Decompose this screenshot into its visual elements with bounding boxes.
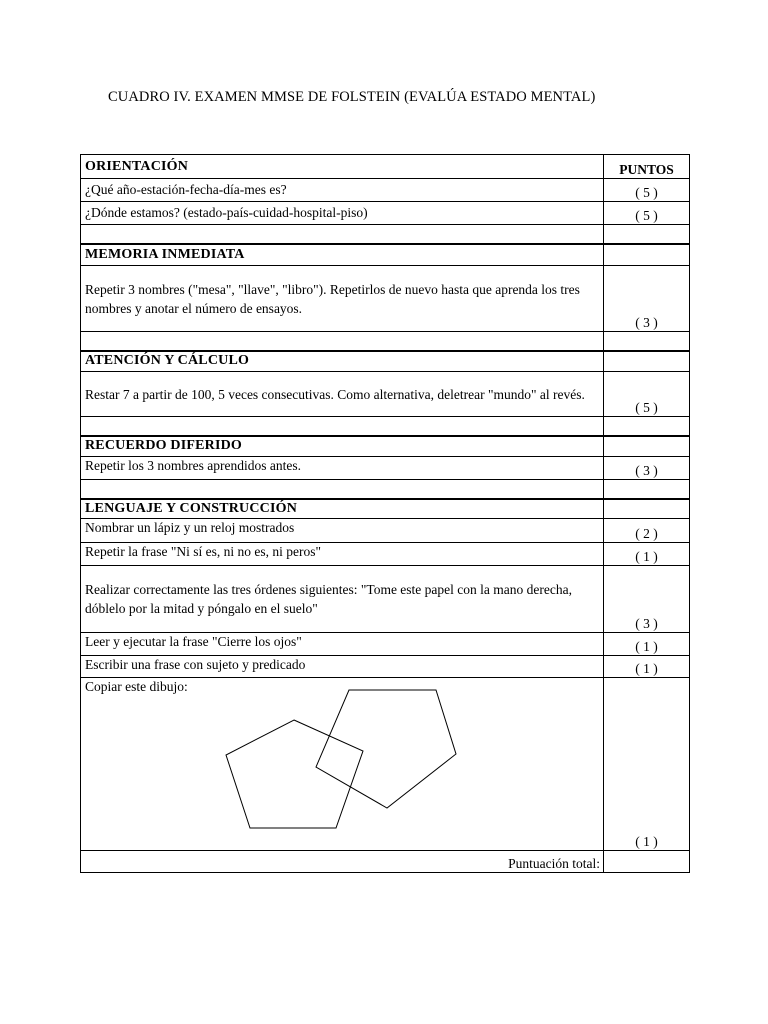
table-row <box>81 656 690 678</box>
item-points: ( 3 ) <box>604 266 690 332</box>
item-text: Restar 7 a partir de 100, 5 veces consecutivas. Como alternativa, deletrear "mundo" al revés. <box>85 386 585 402</box>
mmse-table <box>80 154 690 873</box>
spacer-row <box>81 225 690 244</box>
table-row <box>81 179 690 202</box>
section-recuerdo-header <box>81 436 690 457</box>
item-points: ( 3 ) <box>604 457 690 480</box>
section-heading: MEMORIA INMEDIATA <box>81 244 604 266</box>
item-points: ( 3 ) <box>604 566 690 633</box>
section-heading: LENGUAJE Y CONSTRUCCIÓN <box>81 499 604 519</box>
section-heading: RECUERDO DIFERIDO <box>81 436 604 457</box>
item-points: ( 5 ) <box>604 202 690 225</box>
total-row <box>81 851 690 873</box>
points-column-header: PUNTOS <box>604 155 690 179</box>
item-points: ( 1 ) <box>604 633 690 656</box>
spacer-row <box>81 417 690 436</box>
item-points: ( 5 ) <box>604 372 690 417</box>
section-orientacion-header <box>81 155 690 179</box>
section-atencion-header <box>81 351 690 372</box>
section-memoria-header <box>81 244 690 266</box>
item-text: Copiar este dibujo: <box>85 679 188 694</box>
table-row <box>81 633 690 656</box>
section-heading: ATENCIÓN Y CÁLCULO <box>81 351 604 372</box>
item-text: Repetir la frase "Ni sí es, ni no es, ni peros" <box>81 543 604 566</box>
item-text: Escribir una frase con sujeto y predicado <box>81 656 604 678</box>
item-points: ( 1 ) <box>604 543 690 566</box>
item-points: ( 5 ) <box>604 179 690 202</box>
document-title: CUADRO IV. EXAMEN MMSE DE FOLSTEIN (EVALÚA ESTADO MENTAL) <box>108 89 596 105</box>
table-row <box>81 266 690 332</box>
item-points: ( 1 ) <box>604 656 690 678</box>
table-row <box>81 202 690 225</box>
table-row <box>81 457 690 480</box>
pentagon-left <box>226 720 363 828</box>
table-row <box>81 519 690 543</box>
section-lenguaje-header <box>81 499 690 519</box>
table-row <box>81 372 690 417</box>
intersecting-pentagons-figure <box>219 688 459 838</box>
item-text: ¿Dónde estamos? (estado-país-cuidad-hospital-piso) <box>81 202 604 225</box>
item-points: ( 1 ) <box>604 678 690 851</box>
item-points: ( 2 ) <box>604 519 690 543</box>
spacer-row <box>81 480 690 499</box>
spacer-row <box>81 332 690 351</box>
item-text: Realizar correctamente las tres órdenes siguientes: "Tome este papel con la mano derecha, dóblelo por la mitad y póngalo en el suelo" <box>85 582 572 616</box>
item-text: Nombrar un lápiz y un reloj mostrados <box>81 519 604 543</box>
pentagon-right <box>316 690 456 808</box>
item-text: Repetir 3 nombres ("mesa", "llave", "libro"). Repetirlos de nuevo hasta que aprenda los tres nombres y anotar el número de ensayos. <box>85 281 580 316</box>
drawing-row <box>81 678 690 851</box>
total-label: Puntuación total: <box>81 851 604 873</box>
item-text: ¿Qué año-estación-fecha-día-mes es? <box>81 179 604 202</box>
item-text: Repetir los 3 nombres aprendidos antes. <box>81 457 604 480</box>
total-value-cell <box>604 851 690 873</box>
item-text: Leer y ejecutar la frase "Cierre los ojos" <box>81 633 604 656</box>
table-row <box>81 566 690 633</box>
section-heading: ORIENTACIÓN <box>81 155 604 179</box>
table-row <box>81 543 690 566</box>
